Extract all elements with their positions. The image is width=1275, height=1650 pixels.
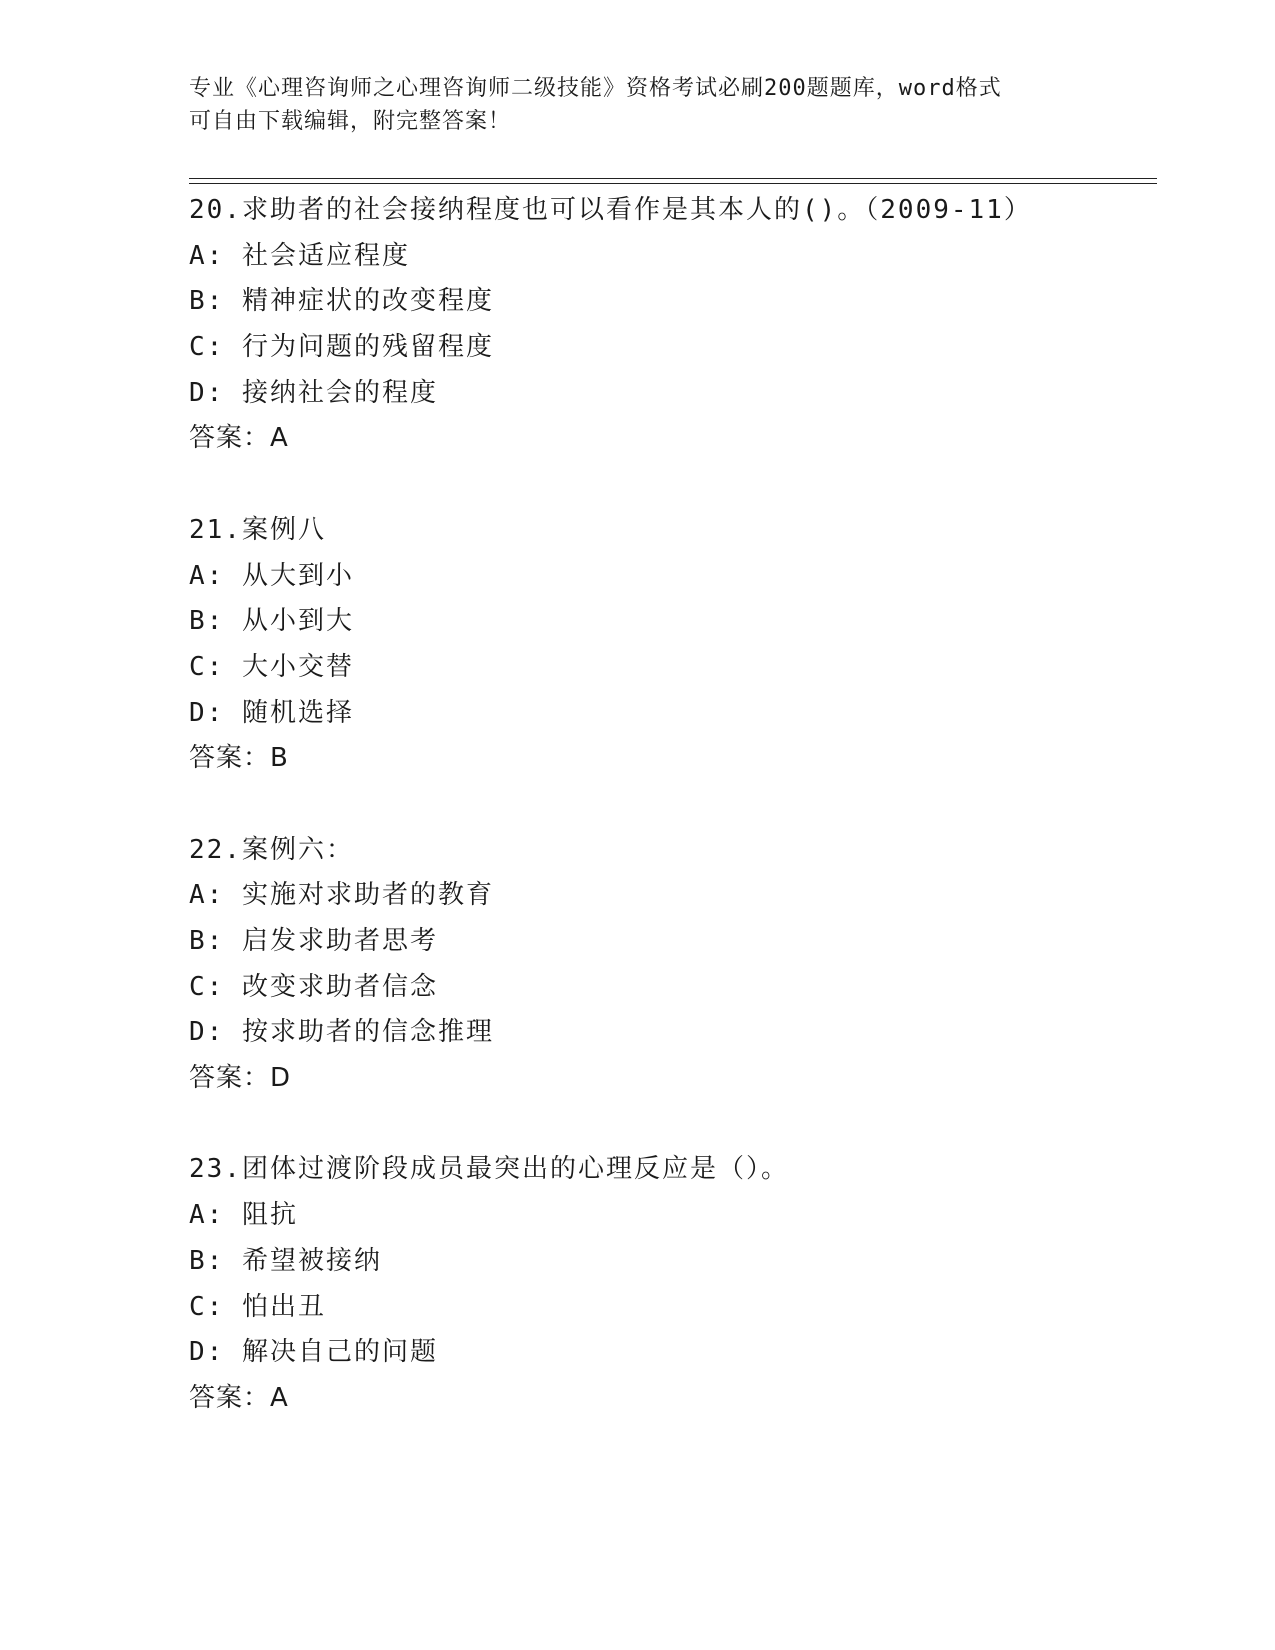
answer-line: 答案：A: [189, 1382, 289, 1413]
header-divider-top: [189, 178, 1157, 179]
question-spacer: [189, 1102, 1189, 1148]
option-a: A: 实施对求助者的教育: [189, 880, 494, 911]
header-line-1: 专业《心理咨询师之心理咨询师二级技能》资格考试必刷200题题库，word格式: [189, 76, 1002, 101]
question-22: [189, 828, 1189, 1102]
option-c: C: 改变求助者信念: [189, 971, 438, 1002]
option-d: D: 随机选择: [189, 697, 354, 728]
question-20: [189, 188, 1189, 462]
question-stem: 22.案例六：: [189, 834, 354, 865]
header-divider-bottom: [189, 183, 1157, 184]
option-a: A: 从大到小: [189, 560, 354, 591]
question-23: [189, 1147, 1189, 1421]
question-list: [189, 188, 1189, 1422]
option-b: B: 希望被接纳: [189, 1245, 382, 1276]
question-21: [189, 508, 1189, 782]
option-d: D: 按求助者的信念推理: [189, 1017, 494, 1048]
option-c: C: 大小交替: [189, 651, 354, 682]
option-b: B: 精神症状的改变程度: [189, 286, 494, 317]
question-spacer: [189, 462, 1189, 508]
question-stem: 20.求助者的社会接纳程度也可以看作是其本人的()。（2009-11）: [189, 195, 1032, 225]
document-header: [189, 72, 1089, 138]
option-c: C: 行为问题的残留程度: [189, 332, 494, 363]
header-line-2: 可自由下载编辑，附完整答案！: [189, 109, 512, 134]
question-stem: 23.团体过渡阶段成员最突出的心理反应是（）。: [189, 1154, 789, 1185]
option-a: A: 阻抗: [189, 1200, 298, 1231]
answer-line: 答案：A: [189, 423, 289, 454]
question-stem: 21.案例八: [189, 514, 326, 545]
option-c: C: 怕出丑: [189, 1291, 326, 1322]
option-b: B: 启发求助者思考: [189, 926, 438, 956]
answer-line: 答案：B: [189, 743, 289, 774]
option-d: D: 解决自己的问题: [189, 1337, 438, 1368]
question-spacer: [189, 782, 1189, 828]
option-a: A: 社会适应程度: [189, 240, 410, 271]
option-b: B: 从小到大: [189, 606, 354, 637]
option-d: D: 接纳社会的程度: [189, 377, 438, 408]
answer-line: 答案：D: [189, 1063, 292, 1094]
